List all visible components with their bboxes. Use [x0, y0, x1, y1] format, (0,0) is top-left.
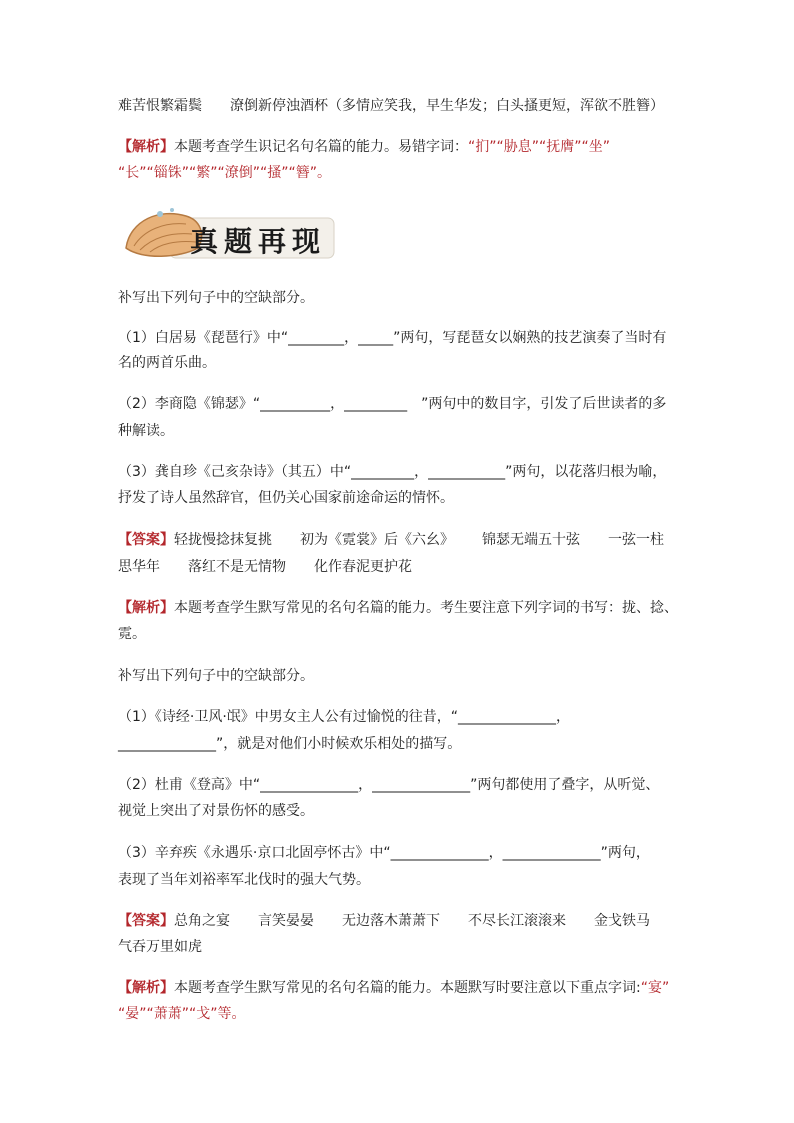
- analysis-tag: 【解析】: [118, 980, 174, 996]
- analysis-tag: 【解析】: [118, 139, 174, 155]
- analysis-highlight-words-2: “长”“锱铢”“繁”“潦倒”“搔”“簪”。: [118, 165, 332, 181]
- group2-intro: 补写出下列句子中的空缺部分。: [118, 668, 314, 684]
- group2-question-2: （2）杜甫《登高》中“______________，______________”两句都使用了叠字，从听觉、: [118, 777, 660, 793]
- answer-item: 轻拢慢捻抹复挑: [174, 532, 272, 548]
- group2-analysis: [118, 977, 678, 999]
- analysis-highlight-words: “扪”“胁息”“抚膺”“坐”: [468, 139, 611, 155]
- answer-item: 化作春泥更护花: [314, 559, 412, 575]
- group2-question-3: （3）辛弃疾《永遇乐·京口北固亭怀古》中“______________，______________”两句，: [118, 845, 650, 861]
- group1-question-3: （3）龚自珍《己亥杂诗》（其五）中“_________，___________”两句，以花落归根为喻，: [118, 464, 667, 480]
- group1-answer-line-1: [118, 529, 678, 551]
- answer-item: 总角之宴: [174, 913, 230, 929]
- analysis-text: 本题考查学生识记名句名篇的能力。易错字词：: [174, 139, 468, 155]
- answer-item: 一弦一柱: [608, 532, 664, 548]
- answer-item: 气吞万里如虎: [118, 939, 202, 955]
- group2-answer-line-2: [118, 936, 678, 958]
- group2-analysis-cont: [118, 1003, 678, 1025]
- answer-item: 锦瑟无端五十弦: [482, 532, 580, 548]
- analysis-text: 本题考查学生默写常见的名句名篇的能力。本题默写时要注意以下重点字词:: [174, 980, 641, 996]
- group1-analysis: [118, 597, 678, 619]
- group2-question-1-cont: ______________”，就是对他们小时候欢乐相处的描写。: [118, 736, 462, 752]
- group2-answer-line-1: [118, 910, 678, 932]
- answer-tag: 【答案】: [118, 532, 174, 548]
- analysis-highlight-words: “宴”: [640, 980, 670, 996]
- answer-item: 落红不是无情物: [188, 559, 286, 575]
- group1-intro: 补写出下列句子中的空缺部分。: [118, 290, 314, 306]
- analysis-tag: 【解析】: [118, 600, 174, 616]
- answer-item: 思华年: [118, 559, 160, 575]
- group1-question-1: （1）白居易《琵琶行》中“________，_____”两句，写琵琶女以娴熟的技艺演奏了当时有: [118, 330, 667, 346]
- section-title: 真题再现: [190, 225, 327, 258]
- answer-item: 初为《霓裳》后《六幺》: [300, 532, 454, 548]
- group1-question-3-cont: 抒发了诗人虽然辞官，但仍关心国家前途命运的情怀。: [118, 490, 454, 506]
- group1-analysis-cont: 霓。: [118, 626, 146, 642]
- answer-item: 言笑晏晏: [258, 913, 314, 929]
- answer-tag: 【答案】: [118, 913, 174, 929]
- group1-answer-line-2: [118, 556, 678, 578]
- analysis-paragraph-1: [118, 136, 678, 158]
- answer-item: 金戈铁马: [594, 913, 650, 929]
- group2-question-2-cont: 视觉上突出了对景伤怀的感受。: [118, 803, 314, 819]
- answer-item: 无边落木萧萧下: [342, 913, 440, 929]
- analysis-text: 本题考查学生默写常见的名句名篇的能力。考生要注意下列字词的书写：拢、捻、: [174, 600, 678, 616]
- group1-question-1-cont: 名的两首乐曲。: [118, 355, 216, 371]
- group2-question-3-cont: 表现了当年刘裕率军北伐时的强大气势。: [118, 872, 370, 888]
- group1-question-2: （2）李商隐《锦瑟》“__________，_________ ”两句中的数目字，引发了后世读者的多: [118, 396, 667, 412]
- answer-item: 不尽长江滚滚来: [468, 913, 566, 929]
- group1-question-2-cont: 种解读。: [118, 423, 174, 439]
- answer-continuation-line: 难苦恨繁霜鬓 潦倒新停浊酒杯（多情应笑我，早生华发；白头搔更短，浑欲不胜簪）: [118, 98, 664, 114]
- analysis-highlight-words: “晏”“萧萧”“戈”等。: [118, 1006, 246, 1022]
- group2-question-1: （1）《诗经·卫风·氓》中男女主人公有过愉悦的往昔，“______________，: [118, 709, 571, 725]
